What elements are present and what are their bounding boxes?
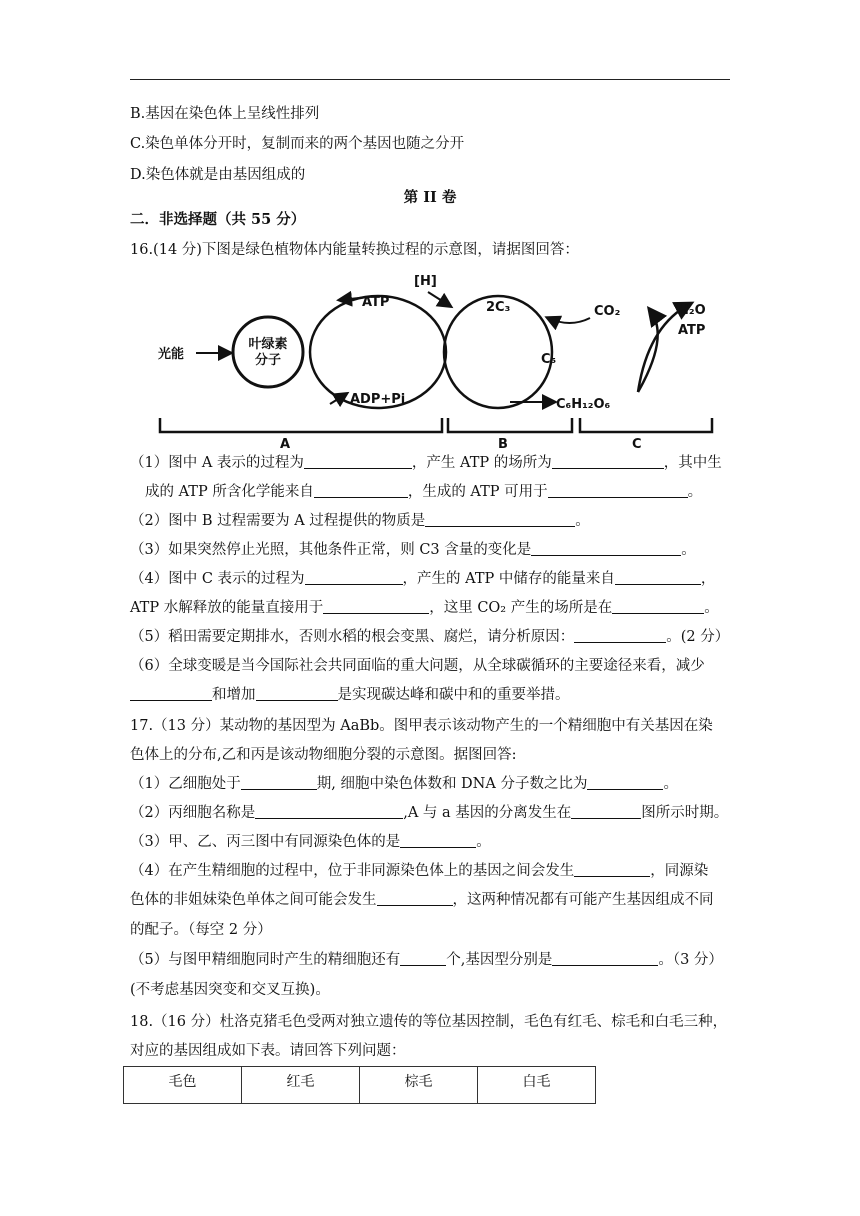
table-header-cell: 棕毛 xyxy=(360,1067,478,1104)
section-title: 第 II 卷 xyxy=(403,189,457,206)
option-b: B.基因在染色体上呈线性排列 xyxy=(130,106,320,122)
q16-part4-line2: ATP 水解释放的能量直接用于 ，这里 CO₂ 产生的场所是在 。 xyxy=(130,600,719,616)
q16-part2: （2）图中 B 过程需要为 A 过程提供的物质是 。 xyxy=(130,513,590,529)
q17-part3: （3）甲、乙、丙三图中有同源染色体的是 。 xyxy=(130,834,491,850)
q16-part6-line2: 和增加 是实现碳达峰和碳中和的重要举措。 xyxy=(130,685,570,705)
q17-part4-line1: （4）在产生精细胞的过程中，位于非同源染色体上的基因之间会发生 ，同源染 xyxy=(130,863,709,879)
option-c: C.染色单体分开时，复制而来的两个基因也随之分开 xyxy=(130,136,465,152)
chlorophyll-circle xyxy=(233,317,303,387)
chlorophyll-label-1: 叶绿素 xyxy=(248,337,288,352)
part-heading: 二．非选择题（共 55 分） xyxy=(130,211,306,228)
label-a: A xyxy=(280,437,291,452)
q17-part2: （2）丙细胞名称是 ,A 与 a 基因的分离发生在 图所示时期。 xyxy=(130,805,729,821)
light-energy-label: 光能 xyxy=(158,347,185,362)
glucose-label: C₆H₁₂O₆ xyxy=(556,397,611,412)
q17-part4-line2: 色体的非姐妹染色单体之间可能会发生 ，这两种情况都有可能产生基因组成不同 xyxy=(130,892,714,908)
h-label: [H] xyxy=(414,274,437,289)
q16-part5: （5）稻田需要定期排水，否则水稻的根会变黑、腐烂，请分析原因： 。(2 分） xyxy=(130,629,730,645)
q17-part4-line3: 的配子。（每空 2 分） xyxy=(130,922,272,938)
q16-part1-line2: 成的 ATP 所含化学能来自 ，生成的 ATP 可用于 。 xyxy=(145,484,703,500)
q17-part1: （1）乙细胞处于 期, 细胞中染色体数和 DNA 分子数之比为 。 xyxy=(130,776,678,792)
q17-part5-line1: （5）与图甲精细胞同时产生的精细胞还有 个,基因型分别是 。（3 分） xyxy=(130,952,723,968)
q18-stem-2: 对应的基因组成如下表。请回答下列问题： xyxy=(130,1043,406,1059)
q17-stem-2: 色体上的分布,乙和丙是该动物细胞分裂的示意图。据图回答: xyxy=(130,747,517,763)
q17-stem-1: 17.（13 分）某动物的基因型为 AaBb。图甲表示该动物产生的一个精细胞中有关基因在染 xyxy=(130,718,713,734)
q16-part1-line1: （1）图中 A 表示的过程为 ，产生 ATP 的场所为 ，其中生 xyxy=(130,455,722,471)
adp-label: ADP+Pi xyxy=(350,392,406,407)
q16-part3: （3）如果突然停止光照，其他条件正常，则 C3 含量的变化是 。 xyxy=(130,542,696,558)
table-row xyxy=(124,1067,596,1104)
q17-part5-line2: (不考虑基因突变和交叉互换)。 xyxy=(130,982,330,998)
co2-label: CO₂ xyxy=(594,304,621,319)
table-header-cell: 毛色 xyxy=(124,1067,242,1104)
q16-part6-line1: （6）全球变暖是当今国际社会共同面临的重大问题，从全球碳循环的主要途径来看，减少 xyxy=(130,658,705,674)
q18-stem-1: 18.（16 分）杜洛克猪毛色受两对独立遗传的等位基因控制，毛色有红毛、棕毛和白毛三种， xyxy=(130,1014,728,1030)
c5-label: C₅ xyxy=(541,352,557,367)
q16-stem: 16.(14 分)下图是绿色植物体内能量转换过程的示意图，请据图回答： xyxy=(130,242,579,258)
label-c: C xyxy=(632,437,642,452)
c3-label: 2C₃ xyxy=(486,300,511,315)
label-b: B xyxy=(498,437,508,452)
h2o-label: H₂O xyxy=(678,303,706,318)
coat-color-table xyxy=(123,1066,596,1104)
header-rule xyxy=(130,79,730,80)
option-d: D.染色体就是由基因组成的 xyxy=(130,167,306,183)
chlorophyll-label-2: 分子 xyxy=(254,353,282,368)
table-header-cell: 白毛 xyxy=(478,1067,596,1104)
atp-label: ATP xyxy=(362,295,390,310)
energy-conversion-diagram xyxy=(150,266,730,456)
atp2-label: ATP xyxy=(678,323,706,338)
table-header-cell: 红毛 xyxy=(242,1067,360,1104)
q16-part4-line1: （4）图中 C 表示的过程为 ，产生的 ATP 中储存的能量来自 ， xyxy=(130,571,716,587)
